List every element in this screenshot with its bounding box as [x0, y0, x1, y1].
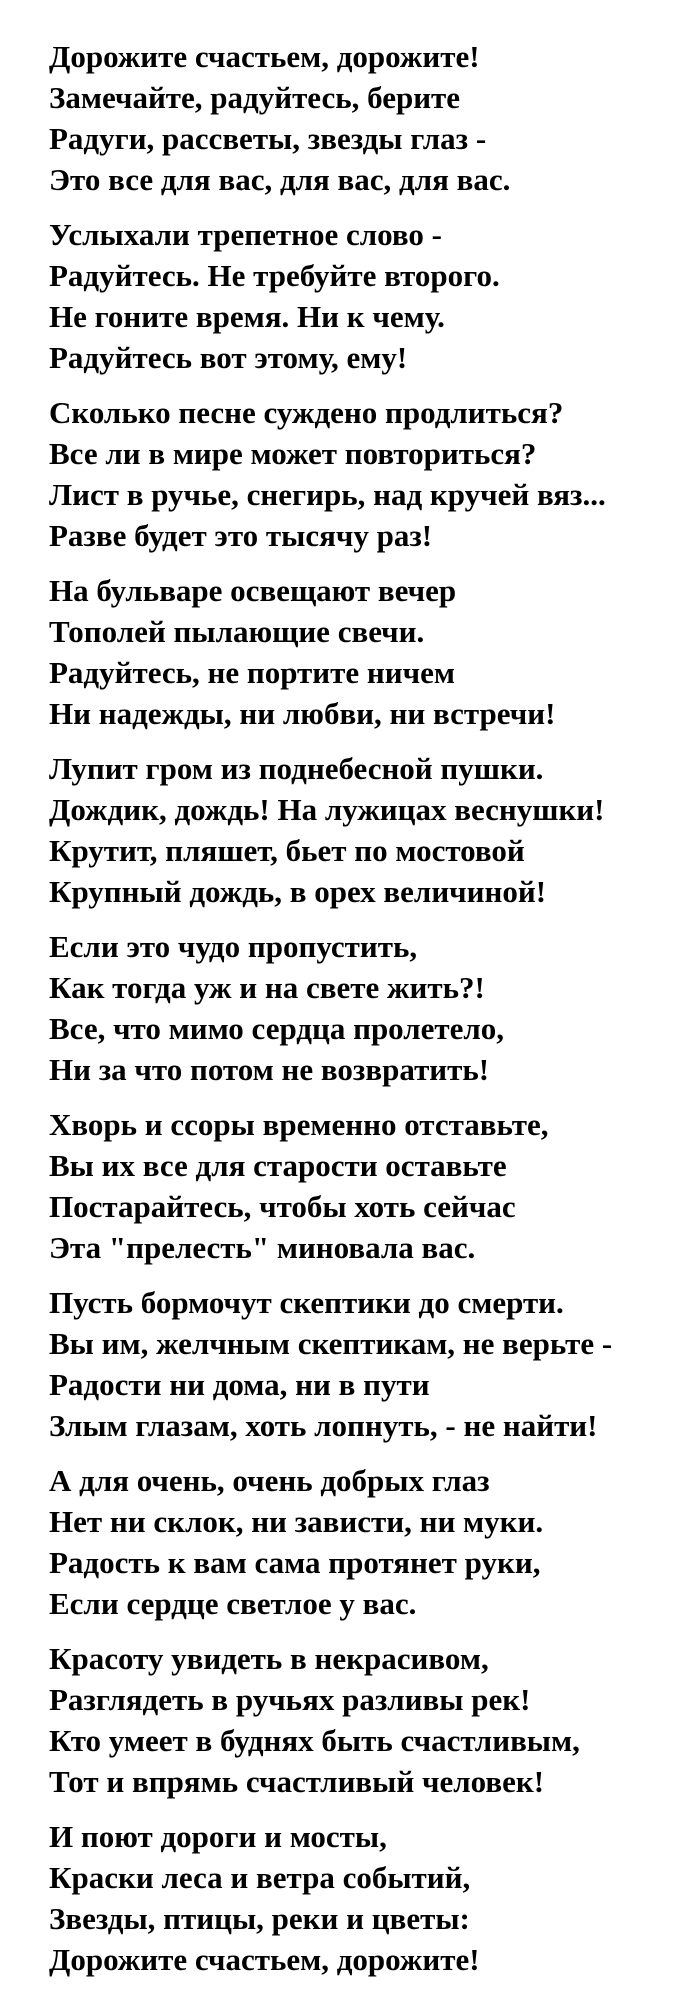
poem-line: Дорожите счастьем, дорожите! [49, 1942, 480, 1977]
poem-line: Дождик, дождь! На лужицах веснушки! [49, 792, 605, 827]
poem-line: Радуги, рассветы, звезды глаз - [49, 121, 487, 156]
poem-line: Если сердце светлое у вас. [49, 1586, 417, 1621]
poem-line: Сколько песне суждено продлиться? [49, 395, 564, 430]
poem-line: Не гоните время. Ни к чему. [49, 299, 445, 334]
poem-line: Злым глазам, хоть лопнуть, - не найти! [49, 1408, 598, 1443]
poem-line: Лупит гром из поднебесной пушки. [49, 751, 544, 786]
poem-line: Радуйтесь, не портите ничем [49, 655, 455, 690]
stanza-4 [49, 570, 689, 734]
poem-line: Пусть бормочут скептики до смерти. [49, 1285, 564, 1320]
poem-text [49, 36, 689, 1994]
stanza-6 [49, 926, 689, 1090]
poem-line: Лист в ручье, снегирь, над кручей вяз... [49, 477, 606, 512]
poem-line: Все ли в мире может повториться? [49, 436, 537, 471]
poem-line: Тот и впрямь счастливый человек! [49, 1764, 545, 1799]
stanza-10 [49, 1638, 689, 1802]
stanza-5 [49, 748, 689, 912]
poem-line: Разве будет это тысячу раз! [49, 518, 433, 553]
stanza-11 [49, 1816, 689, 1980]
poem-line: Красоту увидеть в некрасивом, [49, 1641, 489, 1676]
poem-line: Если это чудо пропустить, [49, 929, 418, 964]
stanza-3 [49, 392, 689, 556]
poem-line: Дорожите счастьем, дорожите! [49, 39, 480, 74]
poem-line: Хворь и ссоры временно отставьте, [49, 1107, 549, 1142]
poem-line: Крутит, пляшет, бьет по мостовой [49, 833, 525, 868]
poem-line: Это все для вас, для вас, для вас. [49, 162, 511, 197]
poem-line: Кто умеет в буднях быть счастливым, [49, 1723, 580, 1758]
stanza-2 [49, 214, 689, 378]
poem-line: Радуйтесь вот этому, ему! [49, 340, 408, 375]
poem-line: Ни надежды, ни любви, ни встречи! [49, 696, 556, 731]
poem-line: Все, что мимо сердца пролетело, [49, 1011, 505, 1046]
poem-line: Вы их все для старости оставьте [49, 1148, 507, 1183]
stanza-7 [49, 1104, 689, 1268]
poem-line: Тополей пылающие свечи. [49, 614, 425, 649]
poem-line: Замечайте, радуйтесь, берите [49, 80, 461, 115]
poem-line: Ни за что потом не возвратить! [49, 1052, 490, 1087]
poem-line: А для очень, очень добрых глаз [49, 1463, 490, 1498]
poem-line: Услыхали трепетное слово - [49, 217, 442, 252]
stanza-9 [49, 1460, 689, 1624]
poem-line: Радость к вам сама протянет руки, [49, 1545, 541, 1580]
poem-line: Разглядеть в ручьях разливы рек! [49, 1682, 531, 1717]
poem-line: Эта "прелесть" миновала вас. [49, 1230, 476, 1265]
poem-line: На бульваре освещают вечер [49, 573, 457, 608]
poem-line: Радости ни дома, ни в пути [49, 1367, 430, 1402]
poem-line: Радуйтесь. Не требуйте второго. [49, 258, 500, 293]
poem-line: И поют дороги и мосты, [49, 1819, 387, 1854]
poem-line: Краски леса и ветра событий, [49, 1860, 471, 1895]
poem-line: Крупный дождь, в орех величиной! [49, 874, 547, 909]
poem-line: Звезды, птицы, реки и цветы: [49, 1901, 470, 1936]
poem-line: Постарайтесь, чтобы хоть сейчас [49, 1189, 516, 1224]
stanza-8 [49, 1282, 689, 1446]
poem-line: Как тогда уж и на свете жить?! [49, 970, 485, 1005]
stanza-1 [49, 36, 689, 200]
poem-line: Нет ни склок, ни зависти, ни муки. [49, 1504, 544, 1539]
poem-line: Вы им, желчным скептикам, не верьте - [49, 1326, 613, 1361]
